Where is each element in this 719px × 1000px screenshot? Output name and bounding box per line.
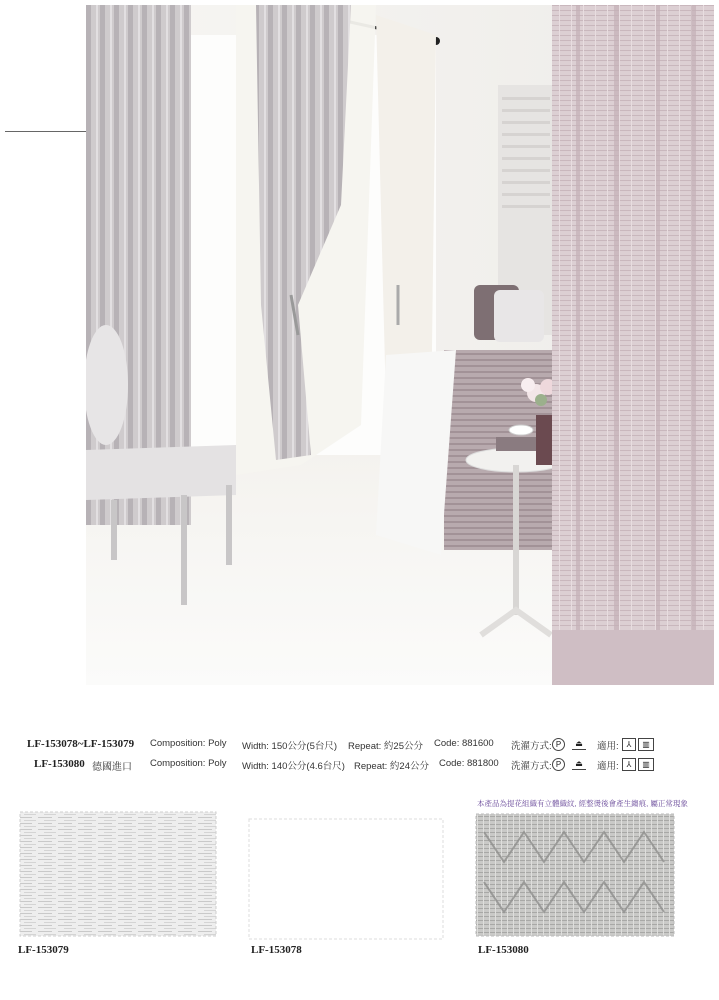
curtain-type-icon: ⅄ [622, 738, 636, 751]
drape-type-icon: ▥ [638, 738, 654, 751]
origin: 德國進口 [92, 762, 132, 773]
swatch-label: LF-153078 [251, 944, 302, 956]
fabric-code: LF-153078~LF-153079 [27, 738, 135, 750]
fabric-code: LF-153080 [34, 758, 85, 770]
fabric-note: 本產品為提花組織有立體織紋, 經整燙後會產生縐痕, 屬正常現象 [477, 799, 688, 808]
spec-row-2 [0, 755, 719, 775]
fabric-swatch-image [474, 812, 676, 938]
swatch-lf-153079 [18, 810, 218, 943]
wash-label: 洗濯方式: [511, 761, 552, 772]
drape-type-icon: ▥ [638, 758, 654, 771]
composition: Composition: Poly [150, 738, 227, 749]
dryclean-p-icon: P [552, 758, 565, 771]
swatch-label: LF-153080 [478, 944, 529, 956]
width: Width: 150公分(5台尺) [242, 741, 338, 752]
fabric-swatch-image [248, 818, 444, 940]
curtain-type-icon: ⅄ [622, 758, 636, 771]
apply-label: 適用: [597, 741, 619, 752]
dryclean-p-icon: P [552, 738, 565, 751]
spec-row-1 [0, 735, 719, 755]
iron-icon: ⏏ [572, 758, 586, 770]
swatch-lf-153080 [474, 812, 676, 943]
room-photo-illustration [86, 5, 714, 685]
repeat: Repeat: 約24公分 [354, 761, 429, 772]
margin-rule [5, 131, 87, 132]
wash-label: 洗濯方式: [511, 741, 552, 752]
repeat: Repeat: 約25公分 [348, 741, 423, 752]
swatch-label: LF-153079 [18, 944, 69, 956]
code-number: Code: 881800 [439, 758, 499, 769]
code-number: Code: 881600 [434, 738, 494, 749]
room-photo [86, 5, 714, 685]
swatch-lf-153078 [248, 818, 444, 945]
apply-label: 適用: [597, 761, 619, 772]
fabric-swatch-image [18, 810, 218, 938]
iron-icon: ⏏ [572, 738, 586, 750]
width: Width: 140公分(4.6台尺) [242, 761, 345, 772]
composition: Composition: Poly [150, 758, 227, 769]
